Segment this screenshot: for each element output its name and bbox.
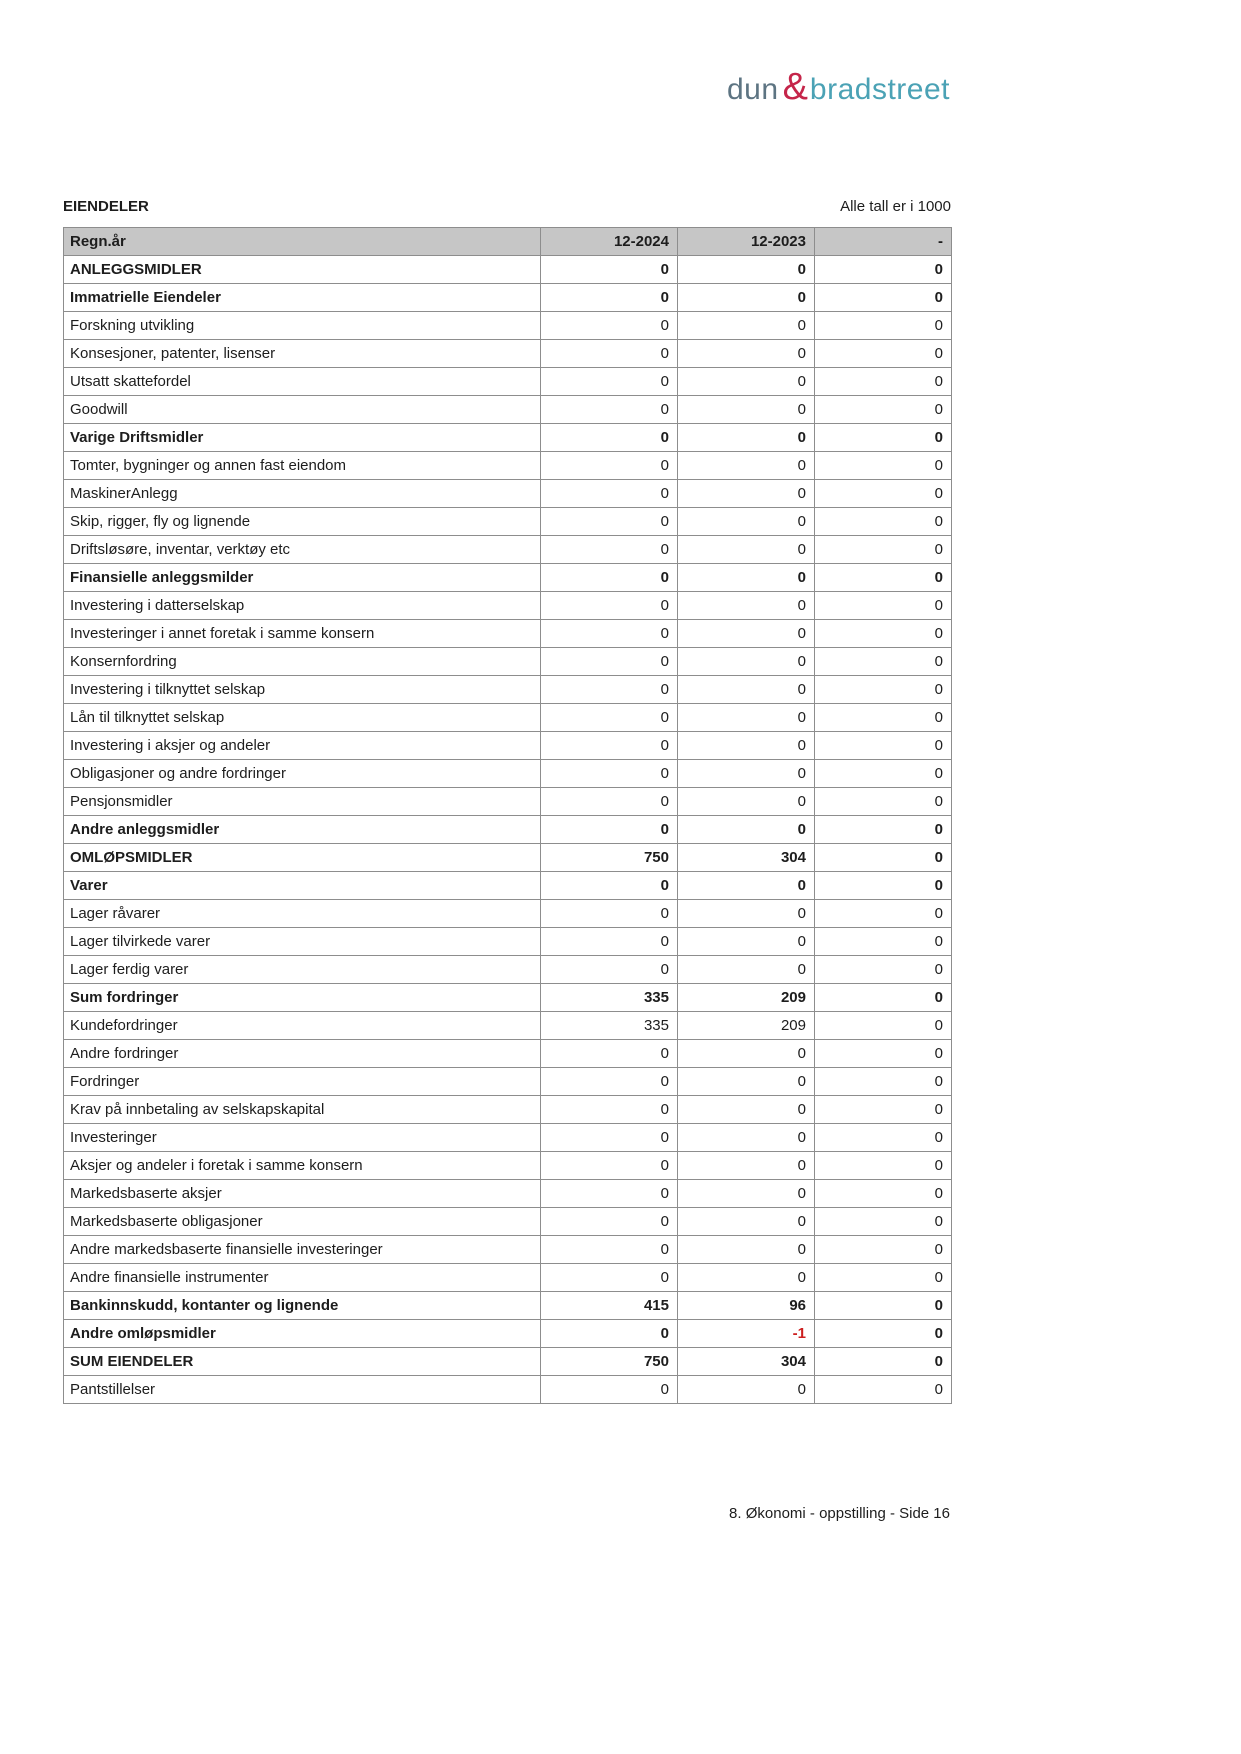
table-row (64, 1180, 952, 1208)
row-value-12-2024: 0 (541, 592, 678, 620)
row-value-12-2023: 209 (678, 1012, 815, 1040)
page-footer: 8. Økonomi - oppstilling - Side 16 (729, 1505, 950, 1522)
row-value-extra: 0 (815, 732, 952, 760)
row-value-extra: 0 (815, 396, 952, 424)
row-value-12-2024: 0 (541, 1040, 678, 1068)
row-value-extra: 0 (815, 620, 952, 648)
row-label: Investering i aksjer og andeler (64, 732, 541, 760)
row-value-extra: 0 (815, 816, 952, 844)
row-label: Varige Driftsmidler (64, 424, 541, 452)
row-value-extra: 0 (815, 760, 952, 788)
row-value-12-2023: 0 (678, 508, 815, 536)
row-value-extra: 0 (815, 564, 952, 592)
row-value-12-2023: 0 (678, 676, 815, 704)
table-row (64, 592, 952, 620)
table-row (64, 340, 952, 368)
units-note: Alle tall er i 1000 (840, 198, 951, 215)
row-value-12-2024: 0 (541, 676, 678, 704)
row-value-12-2024: 335 (541, 984, 678, 1012)
row-label: Markedsbaserte obligasjoner (64, 1208, 541, 1236)
column-header-dash: - (815, 228, 952, 256)
row-value-12-2024: 0 (541, 1180, 678, 1208)
row-label: Pantstillelser (64, 1376, 541, 1404)
row-value-12-2024: 0 (541, 760, 678, 788)
row-value-extra: 0 (815, 424, 952, 452)
row-label: Investering i datterselskap (64, 592, 541, 620)
row-value-extra: 0 (815, 592, 952, 620)
row-value-12-2024: 0 (541, 396, 678, 424)
table-row (64, 284, 952, 312)
page-title: EIENDELER (63, 198, 149, 215)
row-label: Kundefordringer (64, 1012, 541, 1040)
row-value-12-2023: 0 (678, 340, 815, 368)
logo-text-dun: dun (727, 73, 779, 106)
table-row (64, 1068, 952, 1096)
row-label: Andre anleggsmidler (64, 816, 541, 844)
row-value-12-2024: 0 (541, 704, 678, 732)
row-value-extra: 0 (815, 928, 952, 956)
row-label: SUM EIENDELER (64, 1348, 541, 1376)
row-value-12-2023: 0 (678, 788, 815, 816)
row-value-extra: 0 (815, 312, 952, 340)
balance-sheet-table (63, 227, 952, 1404)
row-value-extra: 0 (815, 452, 952, 480)
row-value-12-2024: 0 (541, 480, 678, 508)
row-label: Skip, rigger, fly og lignende (64, 508, 541, 536)
row-label: Fordringer (64, 1068, 541, 1096)
row-label: Markedsbaserte aksjer (64, 1180, 541, 1208)
table-row (64, 1264, 952, 1292)
table-row (64, 1096, 952, 1124)
row-value-extra: 0 (815, 1124, 952, 1152)
table-row (64, 536, 952, 564)
row-value-12-2024: 0 (541, 872, 678, 900)
row-value-12-2024: 0 (541, 1236, 678, 1264)
table-row (64, 1376, 952, 1404)
row-value-12-2023: 0 (678, 900, 815, 928)
row-label: Varer (64, 872, 541, 900)
row-value-12-2023: 0 (678, 1264, 815, 1292)
row-value-12-2024: 0 (541, 1208, 678, 1236)
row-value-extra: 0 (815, 1348, 952, 1376)
row-value-12-2023: 0 (678, 816, 815, 844)
table-row (64, 928, 952, 956)
table-row (64, 732, 952, 760)
row-value-12-2023: 0 (678, 1236, 815, 1264)
row-label: Andre omløpsmidler (64, 1320, 541, 1348)
row-value-12-2023: 0 (678, 368, 815, 396)
row-label: Andre fordringer (64, 1040, 541, 1068)
row-value-12-2023: 0 (678, 928, 815, 956)
row-label: ANLEGGSMIDLER (64, 256, 541, 284)
table-row (64, 396, 952, 424)
row-value-12-2024: 750 (541, 844, 678, 872)
row-value-extra: 0 (815, 788, 952, 816)
table-row (64, 508, 952, 536)
table-row (64, 788, 952, 816)
row-value-12-2023: 0 (678, 732, 815, 760)
row-value-extra: 0 (815, 508, 952, 536)
row-value-12-2024: 0 (541, 900, 678, 928)
row-value-12-2023: 0 (678, 256, 815, 284)
table-row (64, 844, 952, 872)
row-label: Lager tilvirkede varer (64, 928, 541, 956)
row-label: Finansielle anleggsmilder (64, 564, 541, 592)
table-body (64, 256, 952, 1404)
table-row (64, 872, 952, 900)
row-value-extra: 0 (815, 1264, 952, 1292)
row-value-12-2023: 304 (678, 1348, 815, 1376)
row-value-12-2024: 0 (541, 564, 678, 592)
row-value-extra: 0 (815, 1012, 952, 1040)
row-value-extra: 0 (815, 1236, 952, 1264)
row-value-12-2024: 0 (541, 284, 678, 312)
row-value-12-2024: 0 (541, 368, 678, 396)
row-value-12-2023: 0 (678, 1208, 815, 1236)
row-value-12-2023: 0 (678, 1124, 815, 1152)
table-row (64, 564, 952, 592)
row-label: Sum fordringer (64, 984, 541, 1012)
row-value-12-2024: 0 (541, 816, 678, 844)
row-value-12-2024: 0 (541, 648, 678, 676)
row-label: Pensjonsmidler (64, 788, 541, 816)
row-value-12-2024: 0 (541, 1320, 678, 1348)
row-label: OMLØPSMIDLER (64, 844, 541, 872)
table-row (64, 816, 952, 844)
row-label: Forskning utvikling (64, 312, 541, 340)
row-value-12-2023: 0 (678, 452, 815, 480)
row-value-extra: 0 (815, 368, 952, 396)
row-value-extra: 0 (815, 704, 952, 732)
row-label: MaskinerAnlegg (64, 480, 541, 508)
row-value-extra: 0 (815, 676, 952, 704)
row-label: Investering i tilknyttet selskap (64, 676, 541, 704)
row-label: Immatrielle Eiendeler (64, 284, 541, 312)
row-value-12-2024: 0 (541, 452, 678, 480)
row-value-extra: 0 (815, 648, 952, 676)
row-value-12-2023: 0 (678, 1040, 815, 1068)
row-label: Lån til tilknyttet selskap (64, 704, 541, 732)
row-value-12-2024: 0 (541, 1152, 678, 1180)
row-value-extra: 0 (815, 340, 952, 368)
row-value-12-2023: 0 (678, 1180, 815, 1208)
row-value-12-2023: 0 (678, 1376, 815, 1404)
row-label: Bankinnskudd, kontanter og lignende (64, 1292, 541, 1320)
row-value-12-2023: 0 (678, 1152, 815, 1180)
row-value-12-2024: 0 (541, 536, 678, 564)
row-label: Obligasjoner og andre fordringer (64, 760, 541, 788)
row-value-extra: 0 (815, 284, 952, 312)
row-label: Aksjer og andeler i foretak i samme konsern (64, 1152, 541, 1180)
row-value-12-2023: 0 (678, 648, 815, 676)
row-value-12-2024: 750 (541, 1348, 678, 1376)
table-row (64, 368, 952, 396)
logo-ampersand-icon: & (782, 66, 808, 108)
row-value-extra: 0 (815, 956, 952, 984)
row-value-extra: 0 (815, 1320, 952, 1348)
row-value-12-2024: 0 (541, 424, 678, 452)
row-label: Andre markedsbaserte finansielle investeringer (64, 1236, 541, 1264)
row-value-extra: 0 (815, 256, 952, 284)
table-row (64, 1292, 952, 1320)
row-value-12-2023: 0 (678, 424, 815, 452)
row-value-12-2024: 0 (541, 1264, 678, 1292)
row-value-12-2023: 0 (678, 480, 815, 508)
logo-text-bradstreet: bradstreet (809, 73, 950, 106)
table-row (64, 1152, 952, 1180)
row-value-extra: 0 (815, 1152, 952, 1180)
table-title-line (63, 198, 951, 215)
row-value-12-2024: 0 (541, 312, 678, 340)
table-row (64, 256, 952, 284)
row-value-12-2024: 415 (541, 1292, 678, 1320)
row-value-12-2024: 0 (541, 956, 678, 984)
column-header-regnar: Regn.år (64, 228, 541, 256)
row-value-12-2023: 0 (678, 872, 815, 900)
row-label: Investeringer (64, 1124, 541, 1152)
row-label: Krav på innbetaling av selskapskapital (64, 1096, 541, 1124)
table-row (64, 1236, 952, 1264)
table-row (64, 1012, 952, 1040)
row-value-12-2024: 0 (541, 620, 678, 648)
table-row (64, 900, 952, 928)
row-value-12-2023: 304 (678, 844, 815, 872)
row-value-extra: 0 (815, 536, 952, 564)
row-label: Utsatt skattefordel (64, 368, 541, 396)
row-value-12-2024: 0 (541, 732, 678, 760)
row-value-12-2024: 0 (541, 508, 678, 536)
row-value-extra: 0 (815, 1096, 952, 1124)
table-row (64, 704, 952, 732)
row-value-12-2023: 0 (678, 564, 815, 592)
row-value-12-2023: 96 (678, 1292, 815, 1320)
row-value-extra: 0 (815, 1208, 952, 1236)
row-value-extra: 0 (815, 480, 952, 508)
table-header-row (64, 228, 952, 256)
table-row (64, 1040, 952, 1068)
row-value-12-2023: 0 (678, 704, 815, 732)
dun-bradstreet-logo (727, 68, 950, 107)
row-label: Konsernfordring (64, 648, 541, 676)
row-value-12-2023: 0 (678, 956, 815, 984)
table-row (64, 1208, 952, 1236)
row-label: Goodwill (64, 396, 541, 424)
row-value-12-2024: 0 (541, 256, 678, 284)
row-value-12-2023: -1 (678, 1320, 815, 1348)
table-row (64, 1124, 952, 1152)
row-value-extra: 0 (815, 900, 952, 928)
table-row (64, 984, 952, 1012)
row-value-extra: 0 (815, 872, 952, 900)
table-row (64, 676, 952, 704)
table-row (64, 312, 952, 340)
row-label: Andre finansielle instrumenter (64, 1264, 541, 1292)
table-row (64, 424, 952, 452)
row-value-12-2023: 0 (678, 760, 815, 788)
table-row (64, 620, 952, 648)
row-value-extra: 0 (815, 844, 952, 872)
row-value-12-2024: 0 (541, 928, 678, 956)
row-value-extra: 0 (815, 984, 952, 1012)
row-value-12-2023: 0 (678, 1096, 815, 1124)
table-row (64, 1320, 952, 1348)
table-row (64, 956, 952, 984)
row-value-extra: 0 (815, 1180, 952, 1208)
row-value-12-2024: 0 (541, 340, 678, 368)
table-row (64, 648, 952, 676)
row-value-extra: 0 (815, 1376, 952, 1404)
row-value-extra: 0 (815, 1292, 952, 1320)
row-value-12-2023: 0 (678, 284, 815, 312)
table-row (64, 1348, 952, 1376)
row-value-extra: 0 (815, 1068, 952, 1096)
row-value-12-2023: 0 (678, 312, 815, 340)
row-value-12-2023: 0 (678, 620, 815, 648)
row-value-12-2024: 0 (541, 1124, 678, 1152)
row-value-12-2023: 209 (678, 984, 815, 1012)
row-value-12-2023: 0 (678, 536, 815, 564)
row-value-12-2024: 0 (541, 1068, 678, 1096)
row-label: Lager råvarer (64, 900, 541, 928)
row-value-12-2024: 335 (541, 1012, 678, 1040)
row-label: Driftsløsøre, inventar, verktøy etc (64, 536, 541, 564)
row-value-extra: 0 (815, 1040, 952, 1068)
table-row (64, 480, 952, 508)
row-label: Konsesjoner, patenter, lisenser (64, 340, 541, 368)
row-value-12-2023: 0 (678, 396, 815, 424)
row-value-12-2024: 0 (541, 788, 678, 816)
row-value-12-2024: 0 (541, 1096, 678, 1124)
row-value-12-2023: 0 (678, 1068, 815, 1096)
row-label: Lager ferdig varer (64, 956, 541, 984)
column-header-12-2024: 12-2024 (541, 228, 678, 256)
row-label: Tomter, bygninger og annen fast eiendom (64, 452, 541, 480)
row-value-12-2024: 0 (541, 1376, 678, 1404)
column-header-12-2023: 12-2023 (678, 228, 815, 256)
table-row (64, 760, 952, 788)
table-row (64, 452, 952, 480)
row-label: Investeringer i annet foretak i samme konsern (64, 620, 541, 648)
row-value-12-2023: 0 (678, 592, 815, 620)
